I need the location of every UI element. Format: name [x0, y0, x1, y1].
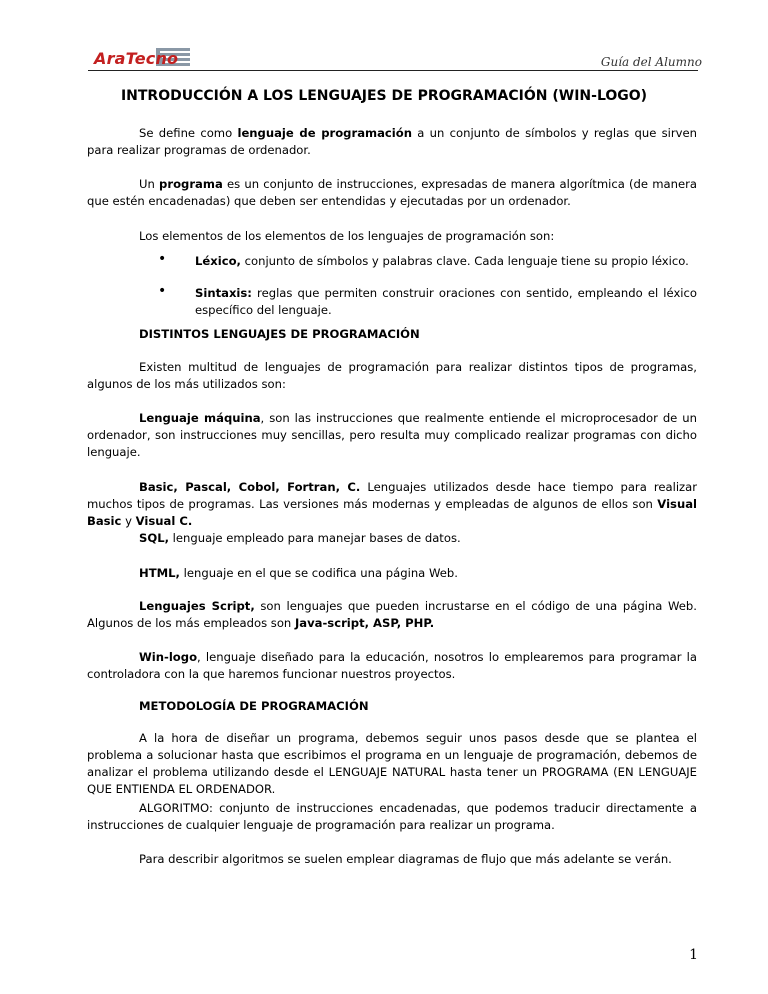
- paragraph-lenguaje-maquina: Lenguaje máquina, son las instrucciones que realmente entiende el microprocesador de un ordenador, son instrucciones muy sencillas, pero resulta muy complicado realizar programas con dicho lenguaje.: [87, 411, 697, 459]
- header-rule: [88, 70, 698, 71]
- page-number: 1: [689, 947, 698, 963]
- bullet-icon: •: [158, 283, 167, 299]
- bullet-item-lexico: Léxico, conjunto de símbolos y palabras clave. Cada lenguaje tiene su propio léxico.: [195, 254, 689, 268]
- paragraph-algoritmo: ALGORITMO: conjunto de instrucciones encadenadas, que podemos traducir directamente a instrucciones de cualquier lenguaje de programación para realizar un programa.: [87, 801, 697, 832]
- paragraph-elements: Los elementos de los elementos de los lenguajes de programación son:: [139, 229, 555, 243]
- paragraph-script: Lenguajes Script, son lenguajes que pueden incrustarse en el código de una página Web. Algunos de los más empleados son Java-script, ASP, PHP.: [87, 599, 697, 630]
- paragraph-sql: SQL, lenguaje empleado para manejar bases de datos.: [139, 531, 461, 545]
- bullet-item-sintaxis: Sintaxis: reglas que permiten construir oraciones con sentido, empleando el léxico específico del lenguaje.: [195, 286, 697, 317]
- paragraph-definition: Se define como lenguaje de programación a un conjunto de símbolos y reglas que sirven para realizar programas de ordenador.: [87, 126, 697, 157]
- bullet-icon: •: [158, 251, 167, 267]
- paragraph-multitud: Existen multitud de lenguajes de programación para realizar distintos tipos de programas, algunos de los más utilizados son:: [87, 360, 697, 391]
- logo-text: AraTecno: [94, 49, 179, 68]
- paragraph-diseno: A la hora de diseñar un programa, debemos seguir unos pasos desde que se plantea el problema a solucionar hasta que escribimos el programa en un lenguaje de programación, debemos de analizar el problema utilizando desde el LENGUAJE NATURAL hasta tener un PROGRAMA (EN LENGUAJE QUE ENTIENDA EL ORDENADOR.: [87, 731, 697, 796]
- paragraph-basic: Basic, Pascal, Cobol, Fortran, C. Lenguajes utilizados desde hace tiempo para realizar muchos tipos de programas. Las versiones más modernas y empleadas de algunos de ellos son Visual Basic y Visual C.: [87, 480, 698, 528]
- heading-lenguajes: DISTINTOS LENGUAJES DE PROGRAMACIÓN: [139, 327, 420, 341]
- paragraph-program: Un programa es un conjunto de instrucciones, expresadas de manera algorítmica (de manera que estén encadenadas) que deben ser entendidas y ejecutadas por un ordenador.: [87, 177, 697, 208]
- aratecno-logo: [90, 44, 190, 70]
- paragraph-html: HTML, lenguaje en el que se codifica una página Web.: [139, 566, 458, 580]
- page-title: INTRODUCCIÓN A LOS LENGUAJES DE PROGRAMACIÓN (WIN-LOGO): [120, 88, 648, 104]
- paragraph-diagramas: Para describir algoritmos se suelen emplear diagramas de flujo que más adelante se verán.: [139, 852, 672, 866]
- heading-metodologia: METODOLOGÍA DE PROGRAMACIÓN: [139, 699, 369, 713]
- guide-label: Guía del Alumno: [600, 55, 702, 69]
- paragraph-winlogo: Win-logo, lenguaje diseñado para la educación, nosotros lo emplearemos para programar la controladora con la que haremos funcionar nuestros proyectos.: [87, 650, 697, 681]
